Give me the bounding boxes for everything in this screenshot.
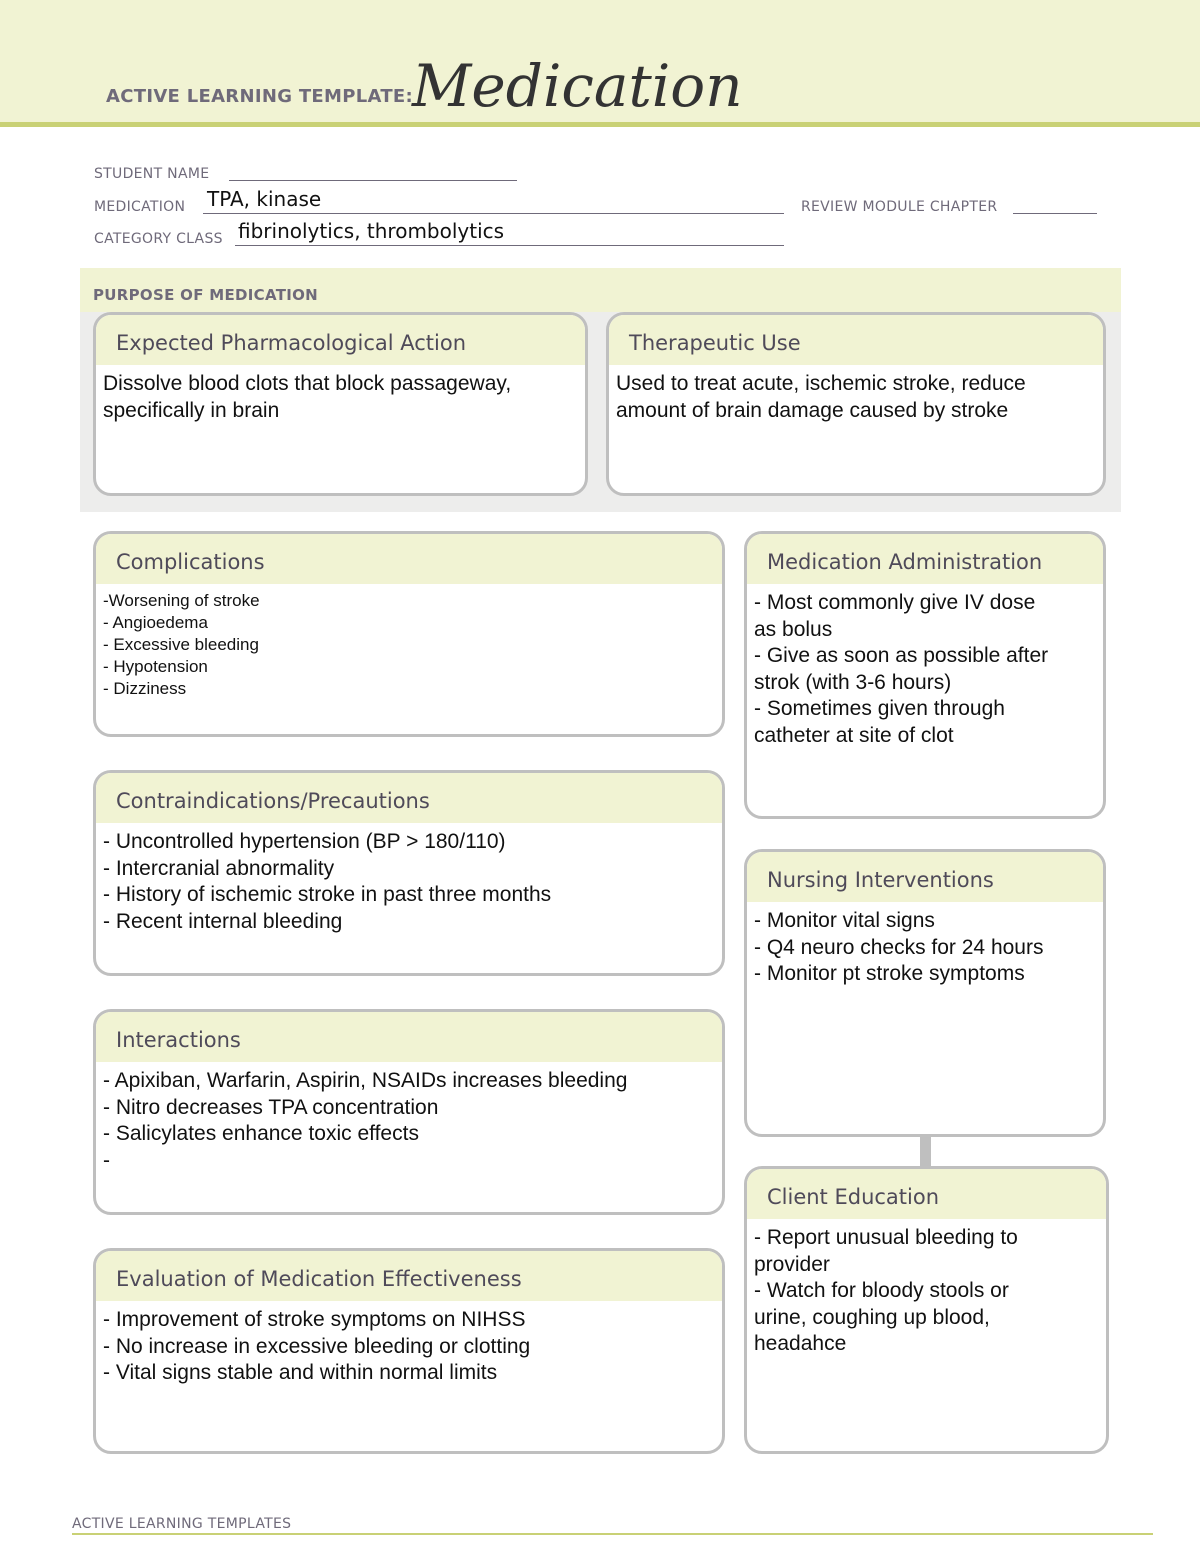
therapeutic-use-body[interactable] xyxy=(609,365,1103,424)
connector-bar xyxy=(920,1137,931,1167)
text-line: - Apixiban, Warfarin, Aspirin, NSAIDs increases bleeding xyxy=(103,1069,628,1092)
category-class-label: CATEGORY CLASS xyxy=(94,231,223,247)
template-label: ACTIVE LEARNING TEMPLATE: xyxy=(106,86,413,107)
medication-administration-title: Medication Administration xyxy=(747,534,1103,584)
text-line: - Report unusual bleeding to xyxy=(754,1226,1018,1249)
nursing-interventions-body[interactable] xyxy=(747,902,1103,988)
student-name-label: STUDENT NAME xyxy=(94,166,210,182)
complications-title: Complications xyxy=(96,534,722,584)
footer-label: ACTIVE LEARNING TEMPLATES xyxy=(72,1516,292,1532)
complications-body[interactable] xyxy=(96,584,722,700)
expected-action-title: Expected Pharmacological Action xyxy=(96,315,585,365)
client-education-box xyxy=(744,1166,1109,1454)
text-line: headahce xyxy=(754,1332,847,1355)
expected-action-body[interactable] xyxy=(96,365,585,424)
complications-box xyxy=(93,531,725,737)
review-module-line xyxy=(1013,213,1097,214)
therapeutic-use-title: Therapeutic Use xyxy=(609,315,1103,365)
client-education-body[interactable] xyxy=(747,1219,1106,1358)
text-line: - Uncontrolled hypertension (BP > 180/110) xyxy=(103,830,506,853)
text-line: provider xyxy=(754,1252,830,1276)
interactions-box xyxy=(93,1009,725,1215)
text-line: specifically in brain xyxy=(103,398,280,422)
text-line: - Recent internal bleeding xyxy=(103,909,343,933)
review-module-label: REVIEW MODULE CHAPTER xyxy=(801,199,998,215)
evaluation-box xyxy=(93,1248,725,1454)
template-title: Medication xyxy=(412,52,743,120)
medication-label: MEDICATION xyxy=(94,199,186,215)
nursing-interventions-title: Nursing Interventions xyxy=(747,852,1103,902)
text-line: catheter at site of clot xyxy=(754,723,954,747)
text-line: - Excessive bleeding xyxy=(103,635,259,654)
interactions-title: Interactions xyxy=(96,1012,722,1062)
contraindications-title: Contraindications/Precautions xyxy=(96,773,722,823)
text-line: Dissolve blood clots that block passageway, xyxy=(103,372,512,395)
contraindications-box xyxy=(93,770,725,976)
medication-administration-box xyxy=(744,531,1106,819)
text-line: - Dizziness xyxy=(103,679,187,698)
text-line: - xyxy=(103,1148,110,1172)
expected-action-box xyxy=(93,312,588,496)
evaluation-title: Evaluation of Medication Effectiveness xyxy=(96,1251,722,1301)
text-line: - Monitor vital signs xyxy=(754,909,935,932)
text-line: - Intercranial abnormality xyxy=(103,856,335,880)
contraindications-body[interactable] xyxy=(96,823,722,935)
text-line: urine, coughing up blood, xyxy=(754,1305,990,1329)
text-line: - Improvement of stroke symptoms on NIHSS xyxy=(103,1308,526,1331)
text-line: - Nitro decreases TPA concentration xyxy=(103,1095,439,1119)
text-line: - Salicylates enhance toxic effects xyxy=(103,1122,419,1145)
text-line: - Give as soon as possible after xyxy=(754,644,1049,667)
text-line: -Worsening of stroke xyxy=(103,591,260,610)
text-line: - History of ischemic stroke in past three months xyxy=(103,883,552,906)
text-line: - Angioedema xyxy=(103,613,208,632)
text-line: - No increase in excessive bleeding or clotting xyxy=(103,1334,531,1358)
category-class-line xyxy=(235,245,784,246)
text-line: as bolus xyxy=(754,617,833,641)
text-line: - Most commonly give IV dose xyxy=(754,591,1036,614)
medication-administration-body[interactable] xyxy=(747,584,1103,749)
text-line: - Q4 neuro checks for 24 hours xyxy=(754,935,1044,959)
client-education-title: Client Education xyxy=(747,1169,1106,1219)
text-line: Used to treat acute, ischemic stroke, reduce xyxy=(616,372,1026,395)
text-line: - Hypotension xyxy=(103,657,208,676)
text-line: - Monitor pt stroke symptoms xyxy=(754,962,1025,985)
text-line: strok (with 3-6 hours) xyxy=(754,670,952,694)
interactions-body[interactable] xyxy=(96,1062,722,1174)
evaluation-body[interactable] xyxy=(96,1301,722,1387)
header-rule xyxy=(0,122,1200,127)
text-line: - Watch for bloody stools or xyxy=(754,1279,1009,1302)
text-line: - Vital signs stable and within normal limits xyxy=(103,1361,498,1384)
therapeutic-use-box xyxy=(606,312,1106,496)
text-line: amount of brain damage caused by stroke xyxy=(616,398,1009,422)
student-name-line xyxy=(229,180,517,181)
medication-line xyxy=(203,213,784,214)
medication-field[interactable]: TPA, kinase xyxy=(207,187,322,211)
footer-rule xyxy=(72,1533,1153,1535)
nursing-interventions-box xyxy=(744,849,1106,1137)
purpose-label: PURPOSE OF MEDICATION xyxy=(93,286,319,304)
category-class-field[interactable]: fibrinolytics, thrombolytics xyxy=(238,219,505,243)
text-line: - Sometimes given through xyxy=(754,697,1005,720)
